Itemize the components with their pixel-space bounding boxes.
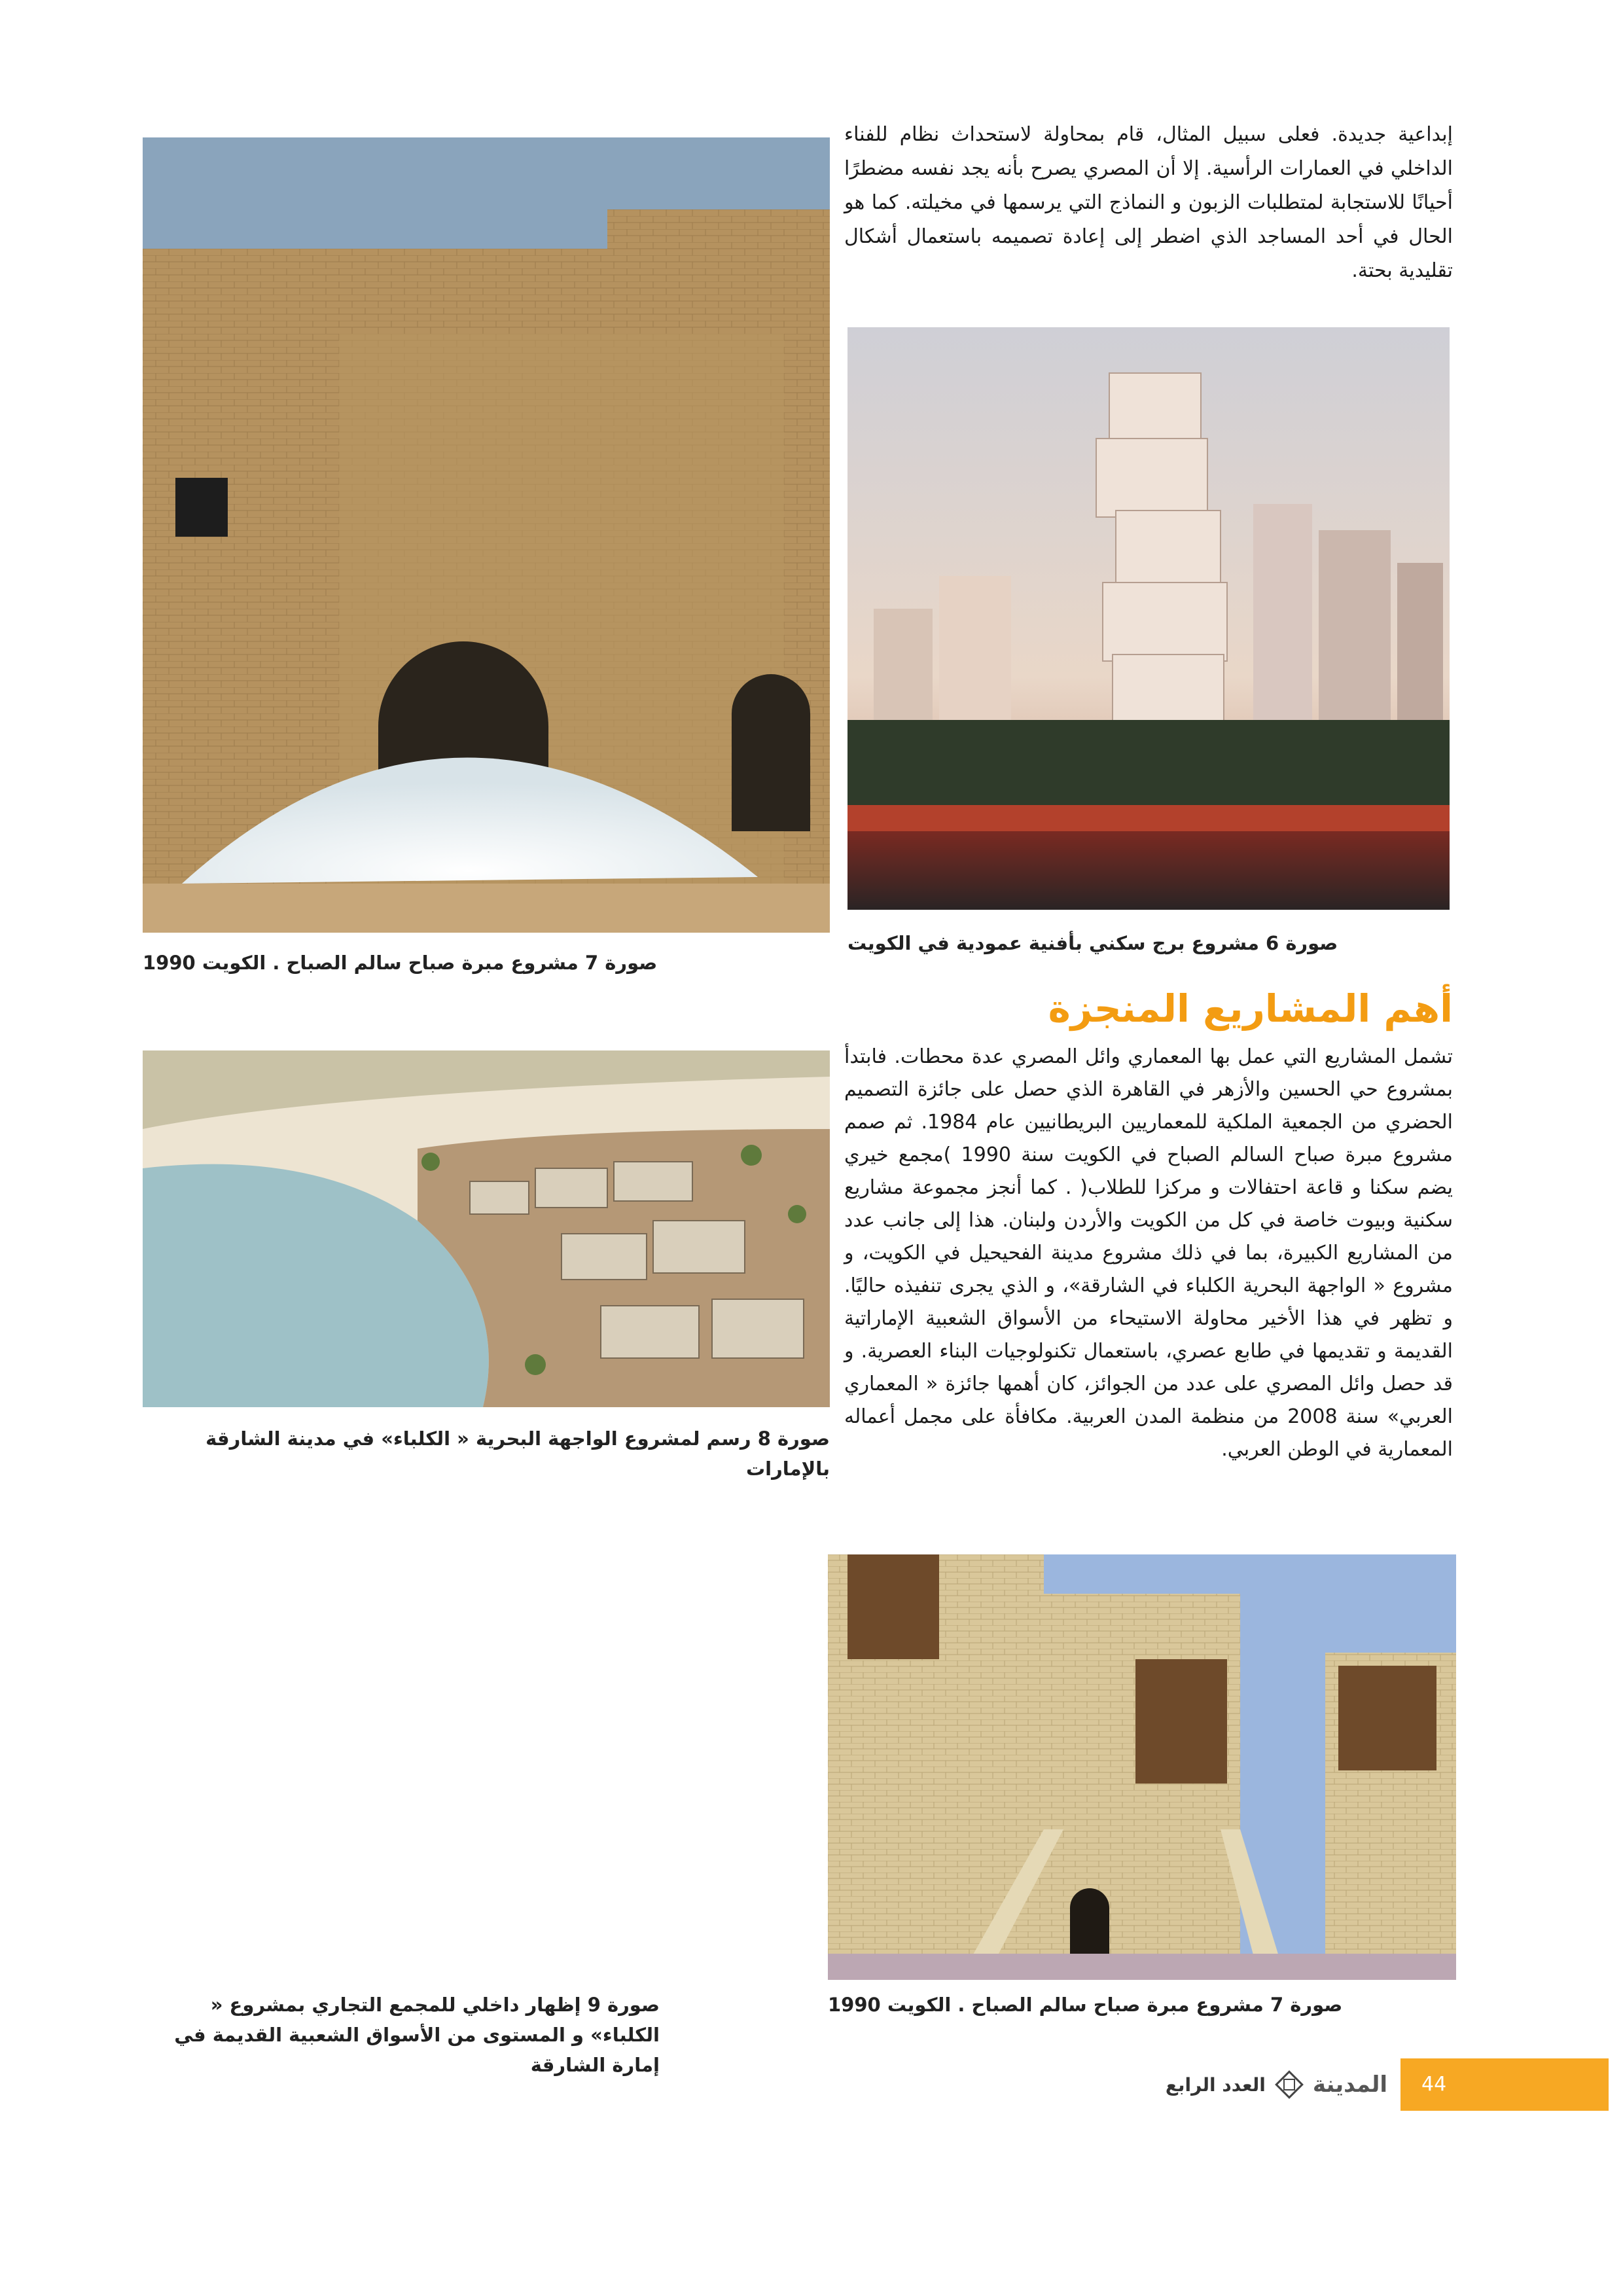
magazine-name: المدينة xyxy=(1312,2072,1387,2098)
caption-photo-9: صورة 9 إظهار داخلي للمجمع التجاري بمشروع « الكلباء» و المستوى من الأسواق الشعبية القديمة في إمارة الشارقة xyxy=(174,1994,660,2076)
photo-mabarra-fountain xyxy=(143,137,830,933)
caption-photo-7-bottom: صورة 7 مشروع مبرة صباح سالم الصباح . الكويت 1990 xyxy=(828,1994,1343,2016)
caption-photo-8: صورة 8 رسم لمشروع الواجهة البحرية « الكلباء» في مدينة الشارقة بالإمارات xyxy=(205,1427,830,1480)
projects-paragraph: تشمل المشاريع التي عمل بها المعماري وائل المصري عدة محطات. فابتدأ بمشروع حي الحسين والأزهر في القاهرة الذي حصل على جائزة التصميم الحضري من الجمعية الملكية للمعماريين البريطانيين عام 1984. ثم صمم مشروع مبرة صباح السالم الصباح في الكويت سنة 1990 )مجمع خيري يضم سكنا و قاعة احتفالات و مركزا للطلاب( . كما أنجز مجموعة مشاريع سكنية وبيوت خاصة في كل من الكويت والأردن ولبنان. هذا إلى جانب عدد من المشاريع الكبيرة، بما في ذلك مشروع مدينة الفحيحيل في الكويت، و مشروع « الواجهة البحرية الكلباء في الشارقة»، و الذي يجرى تنفيذه حاليًا. و تظهر في هذا الأخير محاولة الاستيحاء من الأسواق الشعبية الإماراتية القديمة و تقديمها في طابع عصري، باستعمال تكنولوجيات البناء العصرية. و قد حصل وائل المصري على عدد من الجوائز، كان أهمها جائزة « المعماري العربي» سنة 2008 من منظمة المدن العربية. مكافأة على مجمل أعماله المعمارية في الوطن العربي. xyxy=(844,1045,1454,1461)
photo-residential-tower xyxy=(847,327,1450,910)
caption-photo-7-top: صورة 7 مشروع مبرة صباح سالم الصباح . الكويت 1990 xyxy=(143,952,658,974)
footer-logo xyxy=(1099,2058,1387,2111)
photo-mabarra-stairs xyxy=(828,1554,1456,1980)
intro-paragraph: إبداعية جديدة. فعلى سبيل المثال، قام بمحاولة لاستحداث نظام للفناء الداخلي في العمارات الرأسية. إلا أن المصري يصرح بأنه يجد نفسه مضطرًا أحيانًا للاستجابة لمتطلبات الزبون و النماذج التي يرسمها في مخيلته. كما هو الحال في أحد المساجد الذي اضطر إلى إعادة تصميمه باستعمال أشكال تقليدية بحتة. xyxy=(844,123,1453,282)
page-number: 44 xyxy=(1400,2058,1609,2111)
photo-waterfront-drawing xyxy=(143,1050,830,1407)
issue-label: العدد الرابع xyxy=(1165,2073,1266,2096)
magazine-emblem-icon xyxy=(1275,2070,1304,2099)
section-heading: أهم المشاريع المنجزة xyxy=(1048,986,1453,1031)
caption-photo-6: صورة 6 مشروع برج سكني بأفنية عمودية في الكويت xyxy=(847,932,1338,954)
